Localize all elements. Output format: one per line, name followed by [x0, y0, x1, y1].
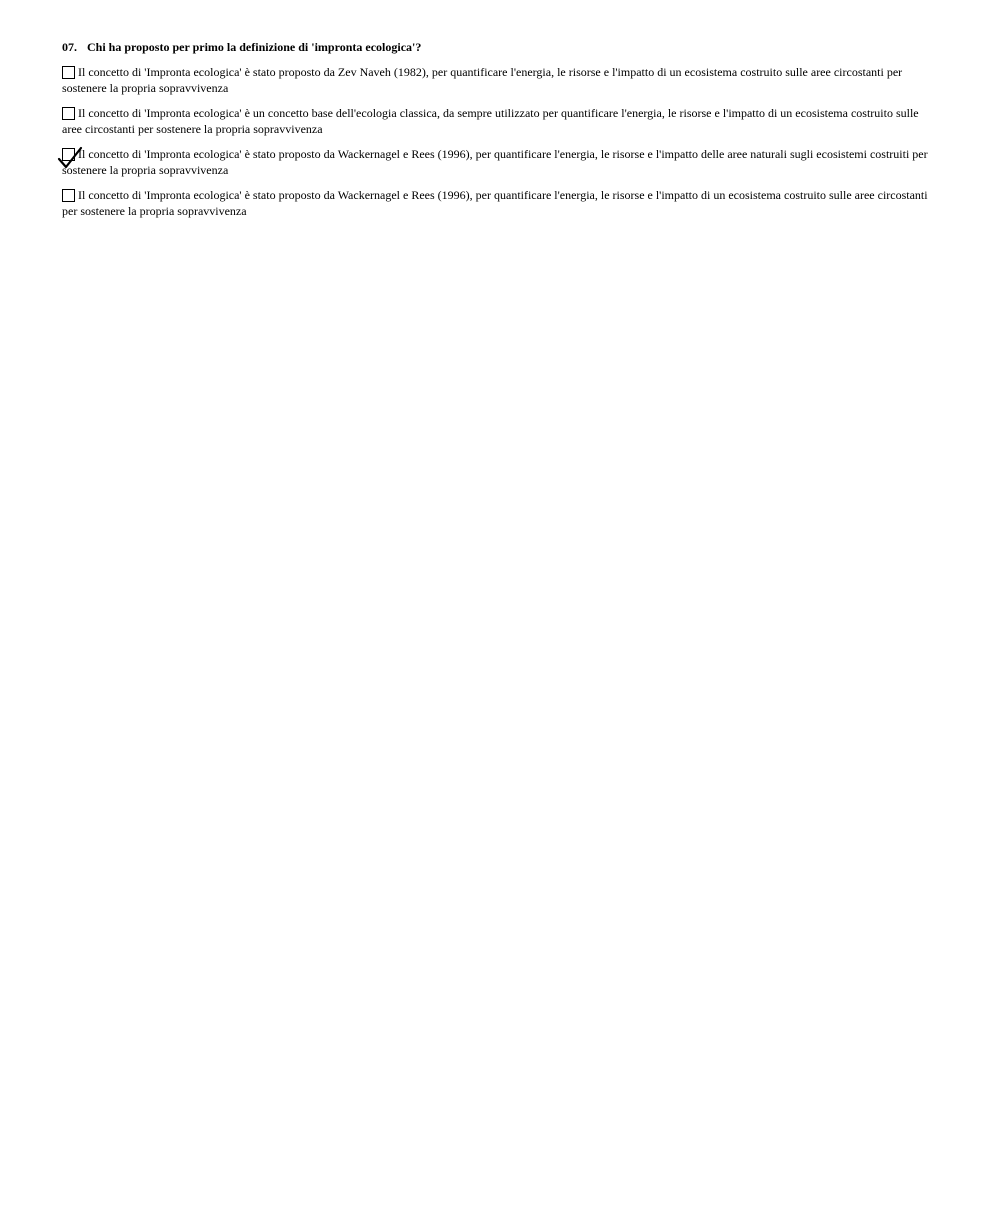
- question-block: [62, 40, 937, 229]
- answer-option-3: [62, 147, 937, 178]
- answer-text-4: Il concetto di 'Impronta ecologica' è stato proposto da Wackernagel e Rees (1996), per quantificare l'energia, le risorse e l'impatto di un ecosistema costruito sulle aree circostanti per sostenere la propria sopravvivenza: [62, 188, 928, 218]
- answer-checkbox-2[interactable]: [62, 107, 75, 120]
- answer-checkbox-3[interactable]: [62, 148, 75, 161]
- answer-checkbox-1[interactable]: [62, 66, 75, 79]
- question-number: 07.: [62, 40, 77, 54]
- answer-text-3: Il concetto di 'Impronta ecologica' è stato proposto da Wackernagel e Rees (1996), per quantificare l'energia, le risorse e l'impatto delle aree naturali sugli ecosistemi costruiti per sostenere la propria sopravvivenza: [62, 147, 928, 177]
- answer-option-2: [62, 106, 937, 137]
- question-text: Chi ha proposto per primo la definizione di 'impronta ecologica'?: [87, 40, 422, 54]
- answer-text-2: Il concetto di 'Impronta ecologica' è un concetto base dell'ecologia classica, da sempre utilizzato per quantificare l'energia, le risorse e l'impatto di un ecosistema costruito sulle aree circostanti per sostenere la propria sopravvivenza: [62, 106, 919, 136]
- answer-option-4: [62, 188, 937, 219]
- question-title: [62, 40, 937, 54]
- answer-option-1: [62, 65, 937, 96]
- answer-text-1: Il concetto di 'Impronta ecologica' è stato proposto da Zev Naveh (1982), per quantificare l'energia, le risorse e l'impatto di un ecosistema costruito sulle aree circostanti per sostenere la propria sopravvivenza: [62, 65, 903, 95]
- answer-checkbox-4[interactable]: [62, 189, 75, 202]
